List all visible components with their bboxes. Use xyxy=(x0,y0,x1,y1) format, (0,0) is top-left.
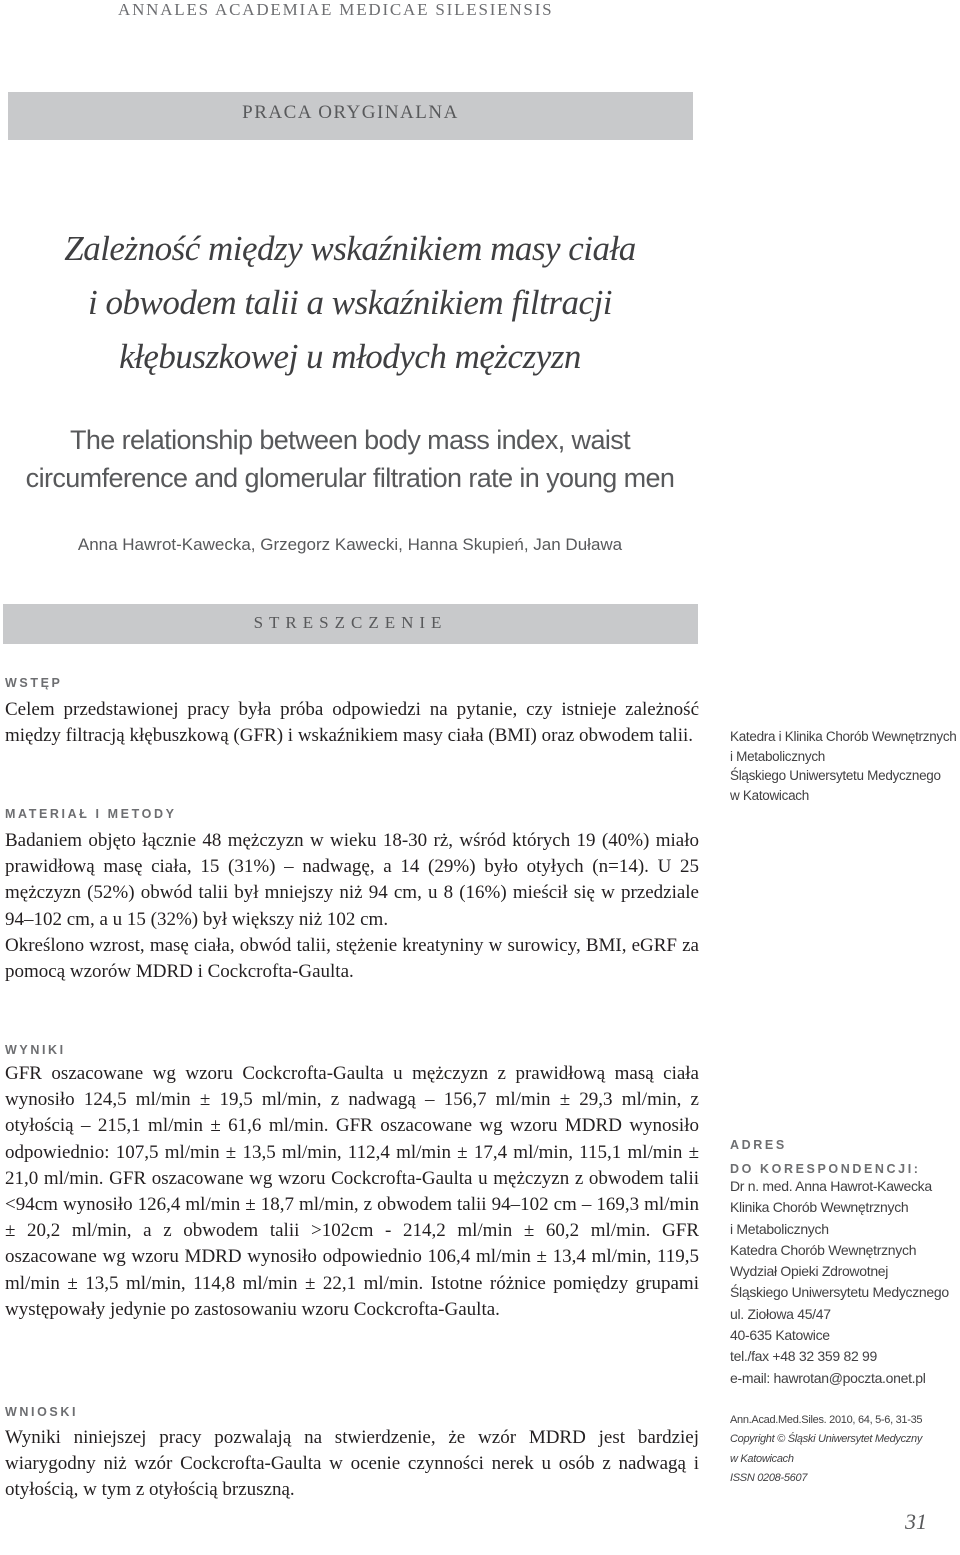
affiliation-line: Śląskiego Uniwersytetu Medycznego xyxy=(730,768,941,783)
abstract-band xyxy=(3,604,698,644)
affiliation xyxy=(730,727,960,805)
copyright-line: w Katowicach xyxy=(730,1452,794,1465)
section-heading-results: WYNIKI xyxy=(5,1043,66,1057)
address-line: Śląskiego Uniwersytetu Medycznego xyxy=(730,1284,949,1301)
citation-ref: Ann.Acad.Med.Siles. 2010, 64, 5-6, 31-35 xyxy=(730,1414,923,1426)
address-line: i Metabolicznych xyxy=(730,1220,829,1237)
address-heading xyxy=(730,1133,921,1181)
title-polish-line: i obwodem talii a wskaźnikiem filtracji xyxy=(88,283,612,322)
address-heading-line: DO KORESPONDENCJI: xyxy=(730,1162,921,1176)
paragraph: Celem przedstawionej pracy była próba odpowiedzi na pytanie, czy istnieje zależność między filtracją kłębuszkową (GFR) i wskaźnikiem masy ciała (BMI) oraz obwodem talii. xyxy=(5,699,699,747)
affiliation-line: i Metabolicznych xyxy=(730,748,825,764)
email-line[interactable]: e-mail: hawrotan@poczta.onet.pl xyxy=(730,1369,926,1386)
address-line: Katedra Chorób Wewnętrznych xyxy=(730,1241,917,1258)
title-english-line: The relationship between body mass index, waist xyxy=(69,425,631,455)
citation-block xyxy=(730,1411,960,1489)
section-heading-intro: WSTĘP xyxy=(5,676,63,690)
abstract-label: STRESZCZENIE xyxy=(253,613,448,632)
address-heading-line: ADRES xyxy=(730,1138,787,1152)
title-polish-line: Zależność między wskaźnikiem masy ciała xyxy=(64,229,636,268)
section-text-methods xyxy=(5,828,699,985)
section-text-results xyxy=(5,1061,699,1323)
section-heading-conclusions: WNIOSKI xyxy=(5,1405,79,1419)
address-line: tel./fax +48 32 359 82 99 xyxy=(730,1348,878,1365)
address-line: Wydział Opieki Zdrowotnej xyxy=(730,1263,889,1280)
address-block xyxy=(730,1176,960,1389)
article-type-label: PRACA ORYGINALNA xyxy=(242,102,459,123)
issn: ISSN 0208-5607 xyxy=(730,1472,808,1485)
section-text-conclusions xyxy=(5,1425,699,1504)
address-line: Klinika Chorób Wewnętrznych xyxy=(730,1199,909,1216)
title-polish xyxy=(0,222,700,384)
title-polish-line: kłębuszkowej u młodych mężczyzn xyxy=(119,337,581,376)
address-line: 40-635 Katowice xyxy=(730,1327,830,1344)
paragraph: Wyniki niniejszej pracy pozwalają na stwierdzenie, że wzór MDRD jest bardziej wiarygodny niż wzór Cockcrofta-Gaulta w ocenie czynności nerek u osób z nadwagą i otyłością, w tym z otyłością brzuszną. xyxy=(5,1427,699,1501)
page-number: 31 xyxy=(905,1509,927,1534)
authors: Anna Hawrot-Kawecka, Grzegorz Kawecki, Hanna Skupień, Jan Duława xyxy=(77,535,623,554)
affiliation-line: w Katowicach xyxy=(730,787,809,803)
title-english xyxy=(0,421,700,497)
journal-name: ANNALES ACADEMIAE MEDICAE SILESIENSIS xyxy=(118,0,554,19)
paragraph: Określono wzrost, masę ciała, obwód talii, stężenie kreatyniny w surowicy, BMI, eGRF za pomocą wzorów MDRD i Cockcrofta-Gaulta. xyxy=(5,934,699,983)
paragraph: GFR oszacowane wg wzoru Cockcrofta-Gaulta u mężczyzn z prawidłową masą ciała wynosiło 124,5 ml/min ± 19,5 ml/min, z nadwagą – 156,7 ml/min ± 29,3 ml/min, z otyłością – 215,1 ml/min ± 61,6 ml/min. GFR oszacowane wg wzoru MDRD wynosiło odpowiednio: 107,5 ml/min ± 13,5 ml/min, 112,4 ml/min ± 17,4 ml/min, 115,1 ml/min ± 21,0 ml/min. GFR oszacowane wg wzoru Cockcrofta-Gaulta u mężczyzn z obwodem talii <94cm wynosiło 126,4 ml/min ± 18,7 ml/min, z obwodem talii 94–102 cm – 169,3 ml/min ± 20,2 ml/min, a z obwodem talii >102cm - 214,2 ml/min ± 60,2 ml/min. GFR oszacowane wg wzoru MDRD wynosiło odpowiednio 106,4 ml/min ± 13,4 ml/min, 119,5 ml/min ± 13,5 ml/min, 114,8 ml/min ± 22,1 ml/min. Istotne różnice pomiędzy grupami występowały jedynie po zastosowaniu wzoru Cockcrofta-Gaulta. xyxy=(5,1063,699,1320)
address-line: Dr n. med. Anna Hawrot-Kawecka xyxy=(730,1178,932,1194)
address-line: ul. Ziołowa 45/47 xyxy=(730,1305,831,1322)
section-text-intro xyxy=(5,697,699,749)
title-english-line: circumference and glomerular filtration rate in young men xyxy=(25,463,675,493)
paragraph: Badaniem objęto łącznie 48 mężczyzn w wieku 18-30 rż, wśród których 19 (40%) miało prawidłową masę ciała, 15 (31%) – nadwagę, a 14 (29%) było otyłych (n=14). U 25 mężczyzn (52%) obwód talii był mniejszy niż 94 cm, u 8 (16%) mieścił się w przedziale 94–102 cm, a u 15 (32%) był większy niż 102 cm. xyxy=(5,830,699,930)
copyright-line: Copyright © Śląski Uniwersytet Medyczny xyxy=(730,1433,923,1446)
affiliation-line: Katedra i Klinika Chorób Wewnętrznych xyxy=(730,729,957,744)
article-type-band xyxy=(8,92,693,140)
section-heading-methods: MATERIAŁ I METODY xyxy=(5,807,177,821)
